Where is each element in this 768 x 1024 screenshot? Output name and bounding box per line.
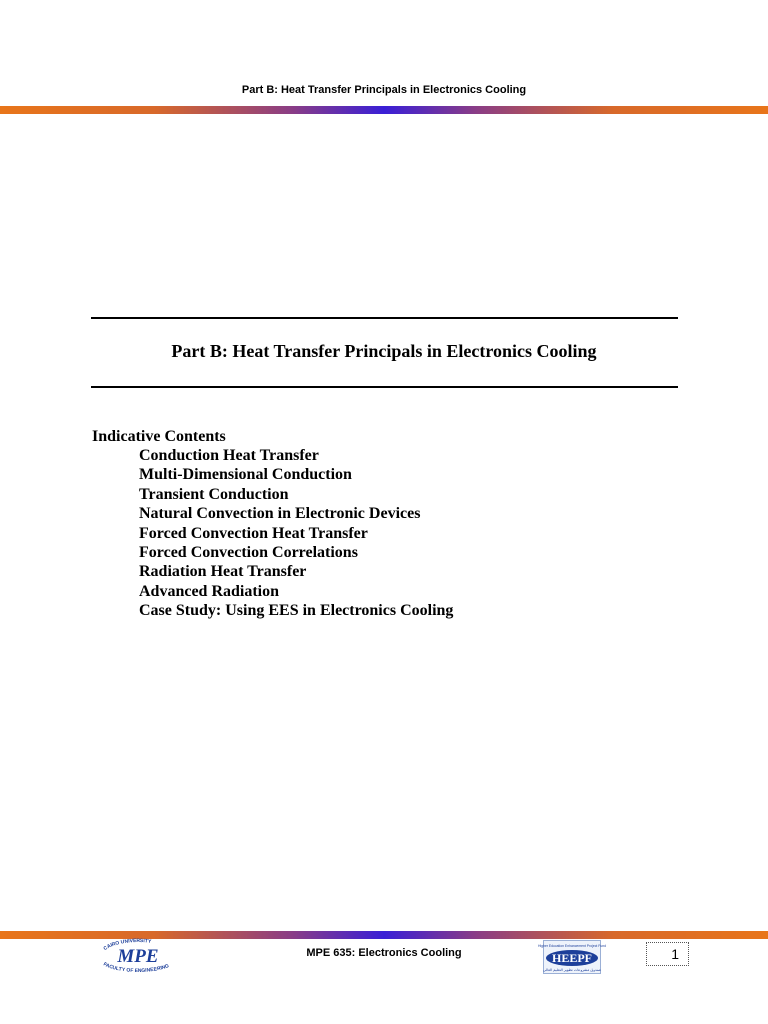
header-color-band <box>0 106 768 114</box>
part-title: Part B: Heat Transfer Principals in Electronics Cooling <box>171 341 597 361</box>
contents-item: Radiation Heat Transfer <box>139 563 307 581</box>
running-header: Part B: Heat Transfer Principals in Electronics Cooling <box>241 84 527 96</box>
contents-item: Transient Conduction <box>139 485 289 503</box>
contents-list <box>92 446 692 621</box>
svg-text:FACULTY OF ENGINEERING: FACULTY OF ENGINEERING <box>102 961 170 972</box>
contents-item: Natural Convection in Electronic Devices <box>139 505 421 523</box>
contents-item: Multi-Dimensional Conduction <box>139 466 352 484</box>
page-number: 1 <box>646 942 689 966</box>
svg-text:صندوق مشروعات تطوير التعليم ال: صندوق مشروعات تطوير التعليم العالي <box>543 968 601 972</box>
contents-item: Forced Convection Heat Transfer <box>139 524 368 542</box>
title-rule-bottom <box>91 386 678 388</box>
svg-text:MPE: MPE <box>117 946 159 967</box>
svg-text:CAIRO UNIVERSITY: CAIRO UNIVERSITY <box>102 938 152 952</box>
heepf-logo <box>537 940 607 974</box>
contents-item: Case Study: Using EES in Electronics Cooling <box>139 602 454 620</box>
contents-item: Conduction Heat Transfer <box>139 447 319 464</box>
cairo-university-logo <box>92 938 184 972</box>
svg-text:HEEPF: HEEPF <box>551 951 593 965</box>
footer-course-title: MPE 635: Electronics Cooling <box>306 947 462 959</box>
svg-text:Higher Education Enhancement P: Higher Education Enhancement Project Fund <box>537 944 607 948</box>
title-rule-top <box>91 317 678 319</box>
contents-item: Forced Convection Correlations <box>139 544 358 562</box>
contents-item: Advanced Radiation <box>139 582 280 600</box>
indicative-contents <box>92 427 692 621</box>
contents-heading: Indicative Contents <box>92 428 226 445</box>
